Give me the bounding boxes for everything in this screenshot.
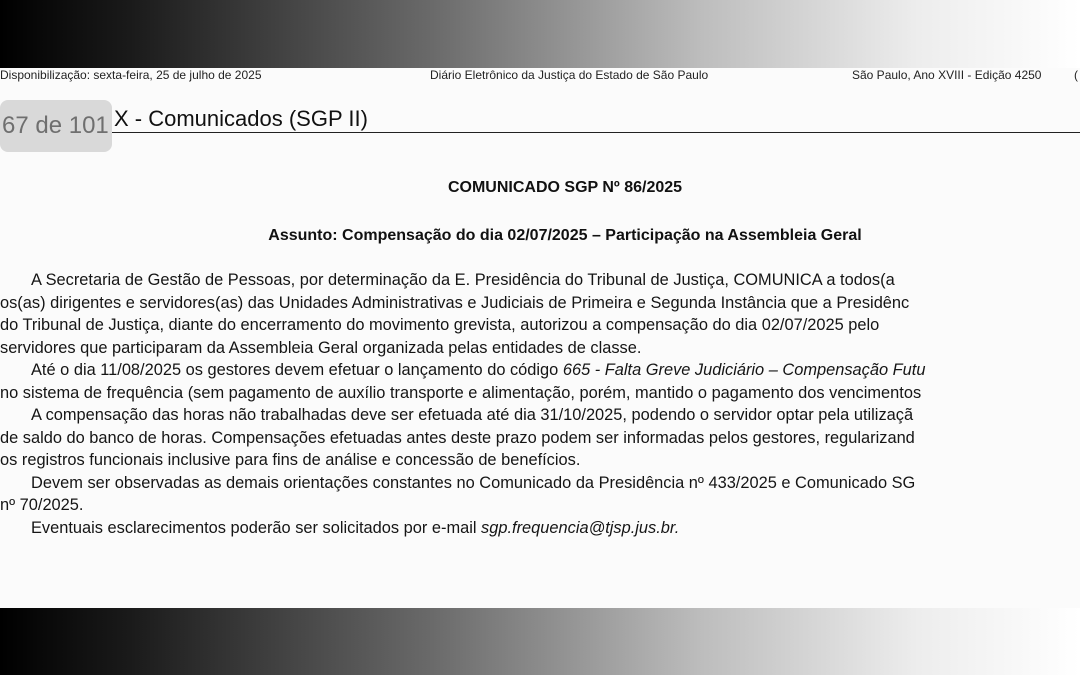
body-text: Eventuais esclarecimentos poderão ser solicitados por e-mail [31, 518, 482, 537]
top-dark-band [0, 0, 1080, 68]
document-subject: Assunto: Compensação do dia 02/07/2025 – Participação na Assembleia Geral [268, 227, 862, 244]
body-line: servidores que participaram da Assembleia Geral organizada pelas entidades de classe. [0, 338, 642, 357]
publication-date: Disponibilização: sexta-feira, 25 de julho de 2025 [0, 68, 262, 82]
document-page [0, 68, 1080, 608]
body-line: A compensação das horas não trabalhadas deve ser efetuada até dia 31/10/2025, podendo o servidor optar pela utilizaçã [31, 406, 914, 424]
body-line: A Secretaria de Gestão de Pessoas, por determinação da E. Presidência do Tribunal de Justiça, COMUNICA a todos(a [31, 271, 895, 289]
body-line: os registros funcionais inclusive para fins de análise e concessão de benefícios. [0, 451, 581, 469]
body-line: no sistema de frequência (sem pagamento de auxílio transporte e alimentação, porém, mantido o pagamento dos vencimentos [0, 383, 922, 402]
document-body [0, 269, 1080, 539]
page-indicator: 67 de 101 [0, 100, 112, 152]
document-title: COMUNICADO SGP Nº 86/2025 [447, 179, 683, 196]
body-line: Devem ser observadas as demais orientações constantes no Comunicado da Presidência nº 433/2025 e Comunicado SG [31, 473, 916, 492]
gazette-name: Diário Eletrônico da Justiça do Estado de São Paulo [430, 68, 709, 82]
code-reference: 665 - Falta Greve Judiciário – Compensação Futu [562, 361, 926, 379]
gazette-header [0, 68, 1080, 82]
body-line [0, 517, 1080, 540]
section-title: X - Comunicados (SGP II) [114, 106, 368, 131]
section-divider [112, 132, 1080, 133]
header-edge-fragment: ( [1074, 68, 1078, 82]
bottom-dark-band [0, 608, 1080, 675]
edition-info: São Paulo, Ano XVIII - Edição 4250 [852, 68, 1042, 82]
contact-email: sgp.frequencia@tjsp.jus.br. [481, 518, 680, 537]
body-line: os(as) dirigentes e servidores(as) das Unidades Administrativas e Judiciais de Primeira e Segunda Instância que a Presidênc [0, 293, 910, 312]
body-line [0, 359, 1080, 382]
body-line: de saldo do banco de horas. Compensações efetuadas antes deste prazo podem ser informadas pelos gestores, regularizand [0, 428, 915, 447]
body-line: do Tribunal de Justiça, diante do encerramento do movimento grevista, autorizou a compensação do dia 02/07/2025 pelo [0, 316, 880, 334]
body-line: nº 70/2025. [0, 496, 84, 514]
body-text: Até o dia 11/08/2025 os gestores devem efetuar o lançamento do código [31, 361, 563, 379]
